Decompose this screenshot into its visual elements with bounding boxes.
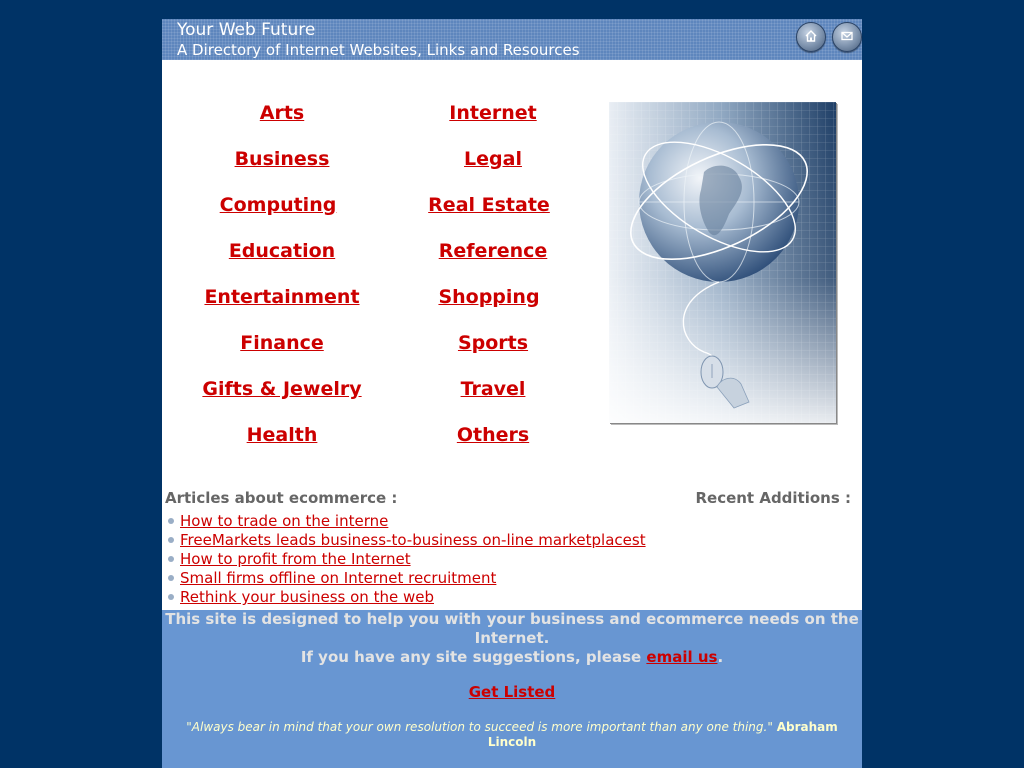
bullet-icon (168, 518, 174, 524)
category-link-finance[interactable]: Finance (240, 332, 324, 354)
bullet-icon (168, 575, 174, 581)
site-tagline: A Directory of Internet Websites, Links and Resources (177, 41, 580, 59)
page-container (162, 19, 862, 768)
category-link-internet[interactable]: Internet (449, 102, 537, 124)
article-link[interactable]: How to trade on the interne (180, 512, 389, 530)
list-item (165, 531, 646, 550)
category-link-arts[interactable]: Arts (259, 102, 305, 124)
email-us-link[interactable]: email us (646, 648, 718, 666)
home-button[interactable] (796, 22, 826, 52)
footer-suggestions-text: If you have any site suggestions, please (300, 648, 647, 666)
category-link-shopping[interactable]: Shopping (438, 286, 540, 308)
article-link[interactable]: How to profit from the Internet (180, 550, 411, 568)
list-item (165, 512, 646, 531)
quote-author: Abraham Lincoln (487, 720, 838, 749)
home-icon (804, 28, 818, 47)
site-header (162, 19, 862, 60)
articles-heading: Articles about ecommerce : (165, 489, 398, 507)
site-title: Your Web Future (177, 20, 316, 40)
category-link-health[interactable]: Health (246, 424, 318, 446)
recent-additions-heading: Recent Additions : (695, 489, 851, 507)
category-link-reference[interactable]: Reference (438, 240, 548, 262)
category-link-others[interactable]: Others (456, 424, 530, 446)
article-list (165, 512, 646, 607)
get-listed-row (162, 683, 862, 702)
quote-block (162, 720, 862, 750)
article-link[interactable]: Rethink your business on the web (180, 588, 434, 606)
category-link-education[interactable]: Education (228, 240, 336, 262)
mail-icon (840, 28, 854, 47)
get-listed-link[interactable]: Get Listed (468, 683, 556, 701)
category-link-computing[interactable]: Computing (219, 194, 337, 216)
globe-image (609, 102, 836, 423)
footer-suggestions (162, 648, 862, 667)
quote-text: "Always bear in mind that your own resolution to succeed is more important than any one thing." (186, 720, 773, 734)
category-link-real-estate[interactable]: Real Estate (428, 194, 550, 216)
article-link[interactable]: Small firms offline on Internet recruitment (180, 569, 497, 587)
category-link-gifts-jewelry[interactable]: Gifts & Jewelry (202, 378, 362, 400)
bullet-icon (168, 556, 174, 562)
category-link-business[interactable]: Business (234, 148, 330, 170)
site-footer (162, 610, 862, 768)
list-item (165, 569, 646, 588)
mail-button[interactable] (832, 22, 862, 52)
list-item (165, 588, 646, 607)
bullet-icon (168, 537, 174, 543)
category-link-sports[interactable]: Sports (457, 332, 529, 354)
category-link-travel[interactable]: Travel (460, 378, 526, 400)
article-link[interactable]: FreeMarkets leads business-to-business on-line marketplacest (180, 531, 646, 549)
category-link-legal[interactable]: Legal (464, 148, 522, 170)
list-item (165, 550, 646, 569)
bullet-icon (168, 594, 174, 600)
footer-description: This site is designed to help you with your business and ecommerce needs on the Internet. (165, 610, 859, 647)
footer-suggestions-period: . (717, 648, 724, 666)
category-link-entertainment[interactable]: Entertainment (204, 286, 360, 308)
